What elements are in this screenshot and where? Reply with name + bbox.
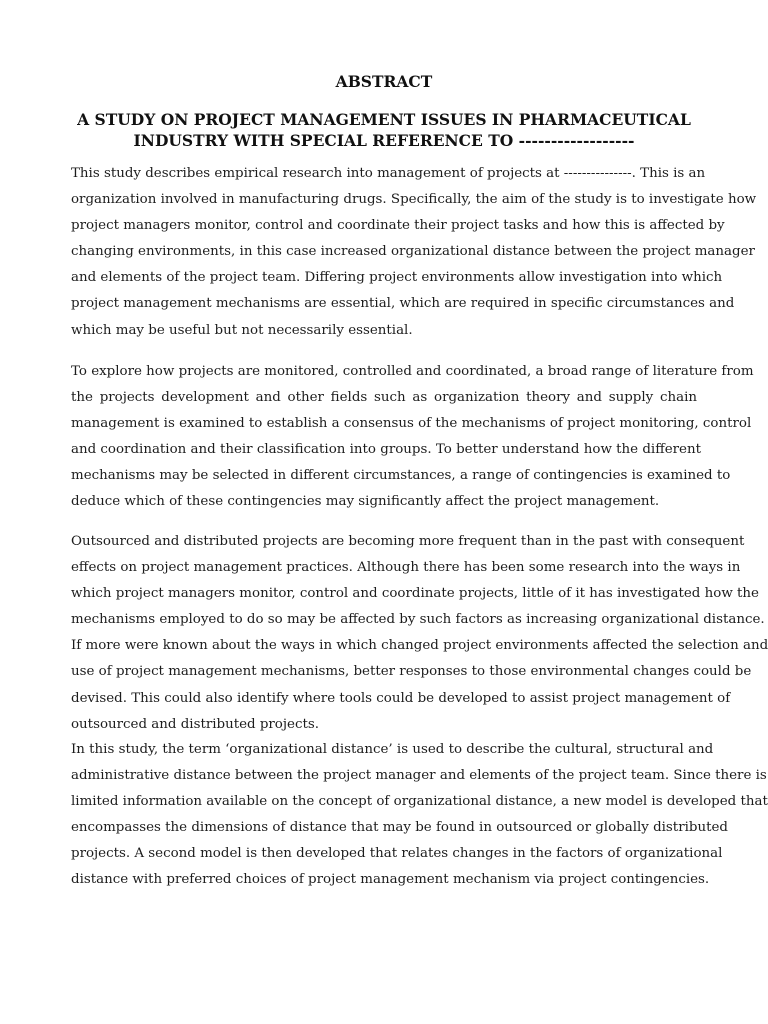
paragraph-line: devised. This could also identify where tools could be developed to assist project management of bbox=[71, 690, 731, 706]
paragraph-line: project managers monitor, control and coordinate their project tasks and how this is affected by bbox=[71, 218, 725, 234]
title-line-2: INDUSTRY WITH SPECIAL REFERENCE TO ------------------ bbox=[133, 131, 635, 150]
paragraph-line: If more were known about the ways in which changed project environments affected the selection and bbox=[71, 638, 768, 654]
paragraph-4 bbox=[71, 737, 768, 894]
paragraph-line: the projects development and other fields such as organization theory and supply chain bbox=[71, 390, 697, 406]
paragraph-line: outsourced and distributed projects. bbox=[71, 716, 319, 732]
paragraph-line: projects. A second model is then developed that relates changes in the factors of organizational bbox=[71, 846, 723, 862]
paragraph-2 bbox=[71, 359, 754, 516]
paragraph-line: limited information available on the concept of organizational distance, a new model is developed that bbox=[71, 794, 768, 810]
paragraph-line: project management mechanisms are essential, which are required in specific circumstances and bbox=[71, 296, 735, 312]
paragraph-line: administrative distance between the project manager and elements of the project team. Since there is bbox=[71, 768, 767, 784]
title-line-1: A STUDY ON PROJECT MANAGEMENT ISSUES IN PHARMACEUTICAL bbox=[77, 110, 691, 129]
paragraph-line: use of project management mechanisms, better responses to those environmental changes could be bbox=[71, 664, 752, 680]
paragraph-line: To explore how projects are monitored, controlled and coordinated, a broad range of literature from bbox=[71, 364, 754, 379]
paragraph-line: organization involved in manufacturing drugs. Specifically, the aim of the study is to investigate how bbox=[71, 192, 757, 208]
paragraph-line: and elements of the project team. Differing project environments allow investigation into which bbox=[71, 270, 723, 286]
paragraph-line: This study describes empirical research into management of projects at ---------------. This is an bbox=[71, 166, 706, 181]
paragraph-3 bbox=[71, 529, 768, 738]
paragraph-line: mechanisms employed to do so may be affected by such factors as increasing organizational distance. bbox=[71, 612, 765, 628]
paragraph-line: management is examined to establish a consensus of the mechanisms of project monitoring, control bbox=[71, 416, 752, 432]
paragraph-line: changing environments, in this case increased organizational distance between the project manager bbox=[71, 244, 755, 260]
paragraph-line: deduce which of these contingencies may significantly affect the project management. bbox=[71, 494, 660, 510]
paragraph-line: which project managers monitor, control and coordinate projects, little of it has investigated how the bbox=[71, 586, 759, 602]
abstract-heading: ABSTRACT bbox=[335, 72, 433, 91]
paragraph-line: which may be useful but not necessarily essential. bbox=[71, 322, 413, 338]
paragraph-1 bbox=[71, 161, 757, 344]
paragraph-line: encompasses the dimensions of distance that may be found in outsourced or globally distributed bbox=[71, 820, 728, 836]
paragraph-line: and coordination and their classification into groups. To better understand how the different bbox=[71, 442, 701, 458]
paragraph-line: In this study, the term ‘organizational distance’ is used to describe the cultural, structural and bbox=[71, 742, 714, 757]
paragraph-line: mechanisms may be selected in different circumstances, a range of contingencies is examined to bbox=[71, 468, 731, 484]
paragraph-line: Outsourced and distributed projects are becoming more frequent than in the past with consequent bbox=[71, 534, 745, 549]
paragraph-line: distance with preferred choices of project management mechanism via project contingencies. bbox=[71, 872, 710, 888]
paragraph-line: effects on project management practices. Although there has been some research into the ways in bbox=[71, 560, 741, 576]
